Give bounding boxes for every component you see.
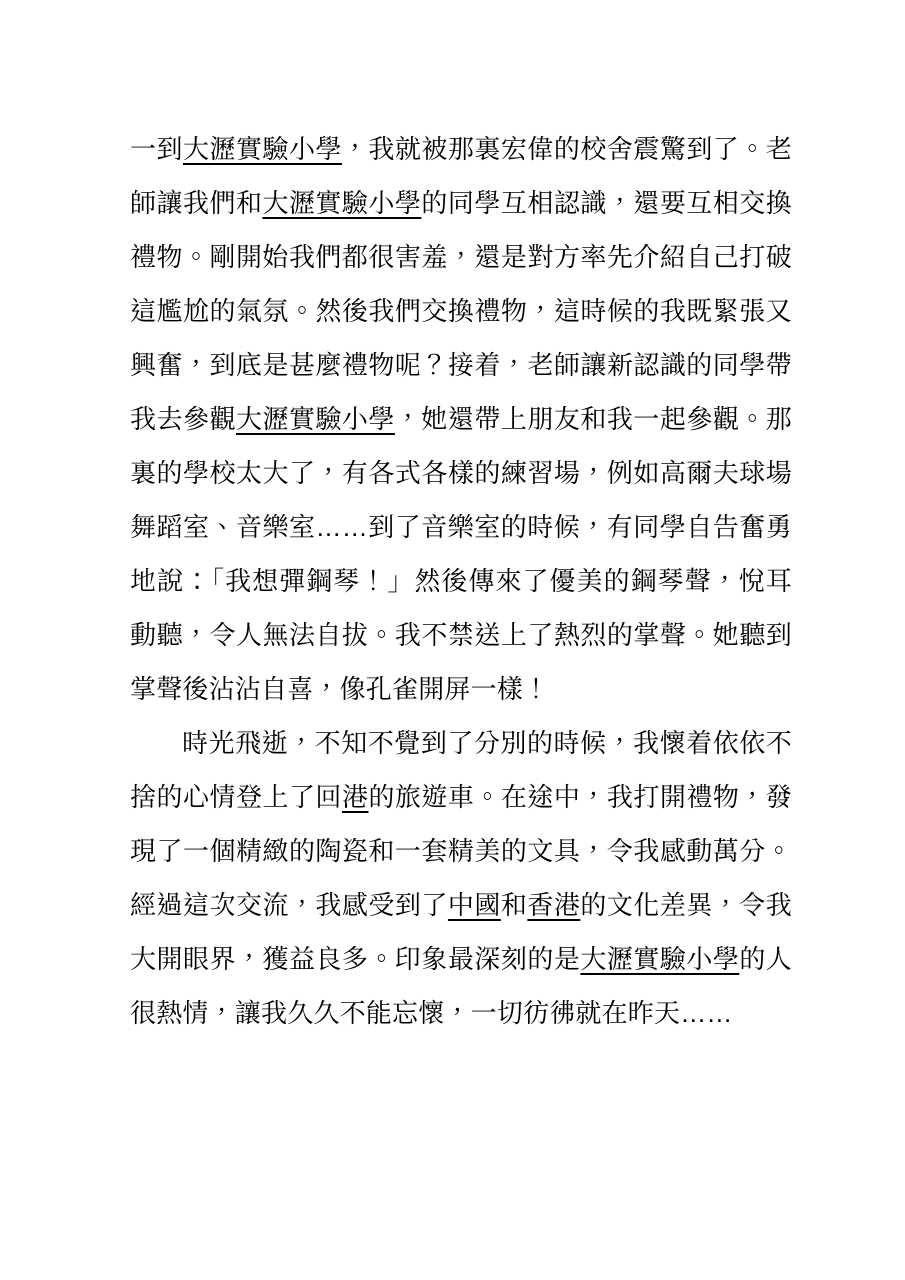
underlined-text: 大瀝實驗小學 xyxy=(235,404,395,434)
underlined-text: 中國 xyxy=(447,890,501,920)
text-run: 一到 xyxy=(130,134,183,164)
text-run: 和 xyxy=(500,890,528,920)
essay-body xyxy=(130,122,792,1040)
underlined-text: 大瀝實驗小學 xyxy=(580,944,740,974)
text-run: 時光飛逝，不知不覺到了分別的時候，我懷着依依不捨的心情登上了回 xyxy=(130,728,792,812)
text-run: ，我就被那裏宏偉的校舍震驚到了。老師讓我們和 xyxy=(130,134,792,218)
text-run: 的同學互相認識，還要互相交換禮物。剛開始我們都很害羞，還是對方率先介紹自己打破這尷尬的氣氛。然後我們交換禮物，這時候的我既緊張又興奮，到底是甚麼禮物呢？接着，老師讓新認識的同學帶我去參觀 xyxy=(130,188,792,434)
underlined-text: 香港 xyxy=(527,890,581,920)
paragraph xyxy=(130,122,792,716)
paragraph xyxy=(130,716,792,1040)
underlined-text: 大瀝實驗小學 xyxy=(182,134,342,164)
underlined-text: 大瀝實驗小學 xyxy=(262,188,422,218)
text-run: ，她還帶上朋友和我一起參觀。那裏的學校太大了，有各式各樣的練習場，例如高爾夫球場舞蹈室、音樂室……到了音樂室的時候，有同學自告奮勇地說：「我想彈鋼琴！」然後傳來了優美的鋼琴聲，悅耳動聽，令人無法自拔。我不禁送上了熱烈的掌聲。她聽到掌聲後沾沾自喜，像孔雀開屏一樣！ xyxy=(130,404,792,704)
underlined-text: 港 xyxy=(341,782,369,812)
text-run: 的旅遊車。在途中，我打開禮物，發現了一個精緻的陶瓷和一套精美的文具，令我感動萬分。經過這次交流，我感受到了 xyxy=(130,782,793,920)
text-run: 的人很熱情，讓我久久不能忘懷，一切彷彿就在昨天…… xyxy=(130,944,793,1028)
text-run: 的文化差異，令我大開眼界，獲益良多。印象最深刻的是 xyxy=(130,890,792,974)
